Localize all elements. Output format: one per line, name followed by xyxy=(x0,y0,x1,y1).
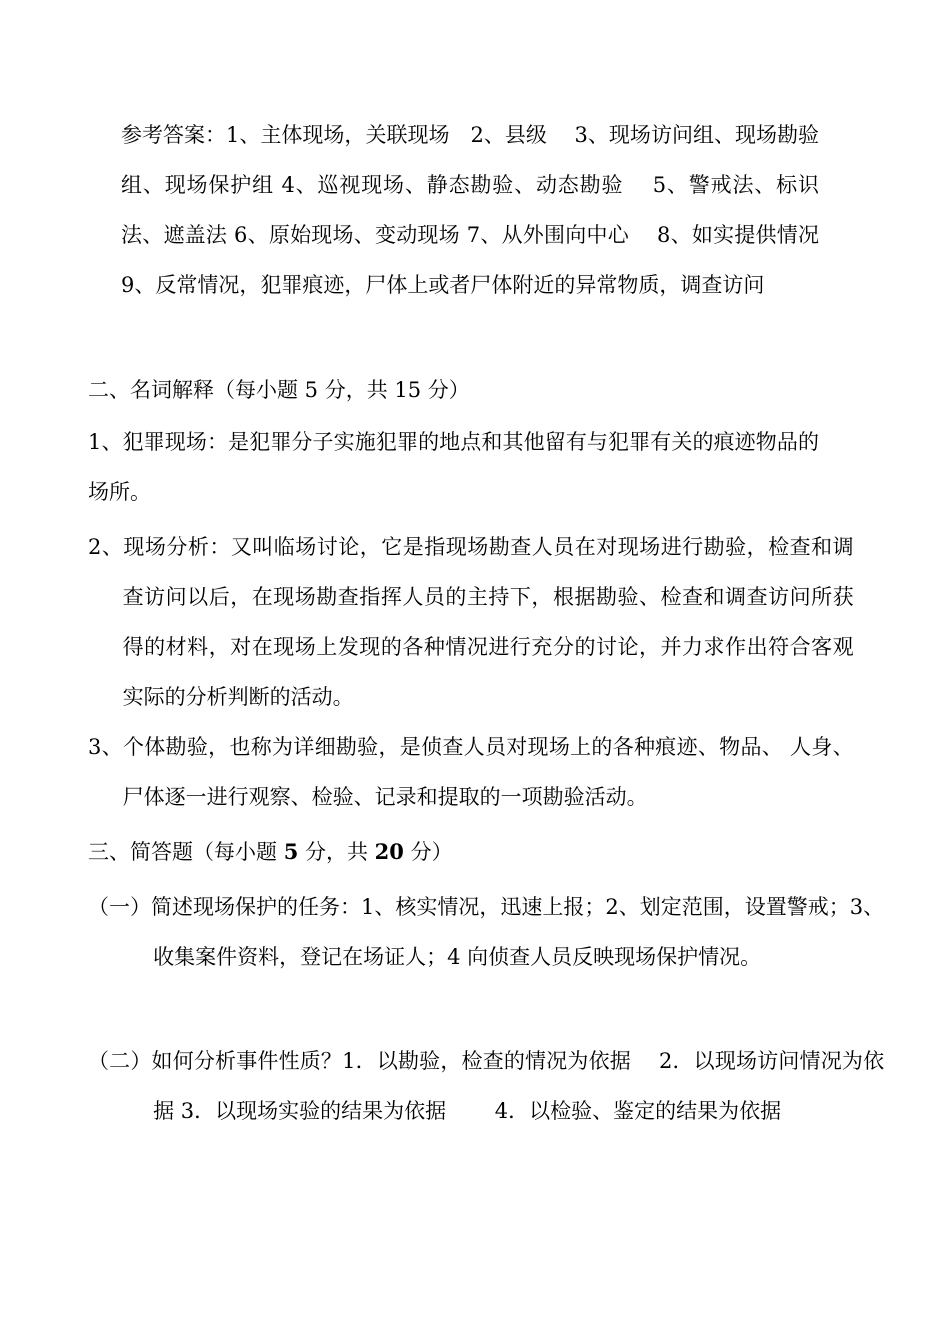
section-3-heading-points-each: 5 xyxy=(283,839,299,864)
section-3-heading-points-total: 20 xyxy=(374,839,404,864)
definition-crime-scene: 1、犯罪现场：是犯罪分子实施犯罪的地点和其他留有与犯罪有关的痕迹物品的场所。 xyxy=(88,430,819,504)
section-3-heading-prefix: 三、简答题（每小题 xyxy=(88,840,284,864)
definition-individual-inspection: 3、个体勘验，也称为详细勘验，是侦查人员对现场上的各种痕迹、物品、 人身、尸体逐一进行观察、检验、记录和提取的一项勘验活动。 xyxy=(88,735,854,809)
section-3-heading-suffix: 分） xyxy=(403,840,453,864)
short-answer-event-nature: （二）如何分析事件性质？1．以勘验，检查的情况为依据 2．以现场访问情况为依据 3．以现场实验的结果为依据 4．以检验、鉴定的结果为依据 xyxy=(88,1049,885,1123)
definition-scene-analysis: 2、现场分析：又叫临场讨论，它是指现场勘查人员在对现场进行勘验，检查和调查访问以后，在现场勘查指挥人员的主持下，根据勘验、检查和调查访问所获得的材料，对在现场上发现的各种情况进行充分的讨论，并力求作出符合客观实际的分析判断的活动。 xyxy=(88,535,854,709)
section-3-heading xyxy=(88,827,819,877)
section-3-heading-mid: 分，共 xyxy=(298,840,375,864)
section-2-heading: 二、名词解释（每小题 5 分，共 15 分） xyxy=(88,378,470,402)
short-answer-scene-protection: （一）简述现场保护的任务：1、核实情况，迅速上报；2、划定范围，设置警戒；3、收集案件资料，登记在场证人；4 向侦查人员反映现场保护情况。 xyxy=(88,895,885,969)
reference-answers-paragraph: 参考答案：1、主体现场，关联现场 2、县级 3、现场访问组、现场勘验组、现场保护组 4、巡视现场、静态勘验、动态勘验 5、警戒法、标识法、遮盖法 6、原始现场、变动现场 7、从外围向中心 8、如实提供情况 9、反常情况，犯罪痕迹，尸体上或者尸体附近的异常物质，调查访问 xyxy=(121,123,819,297)
